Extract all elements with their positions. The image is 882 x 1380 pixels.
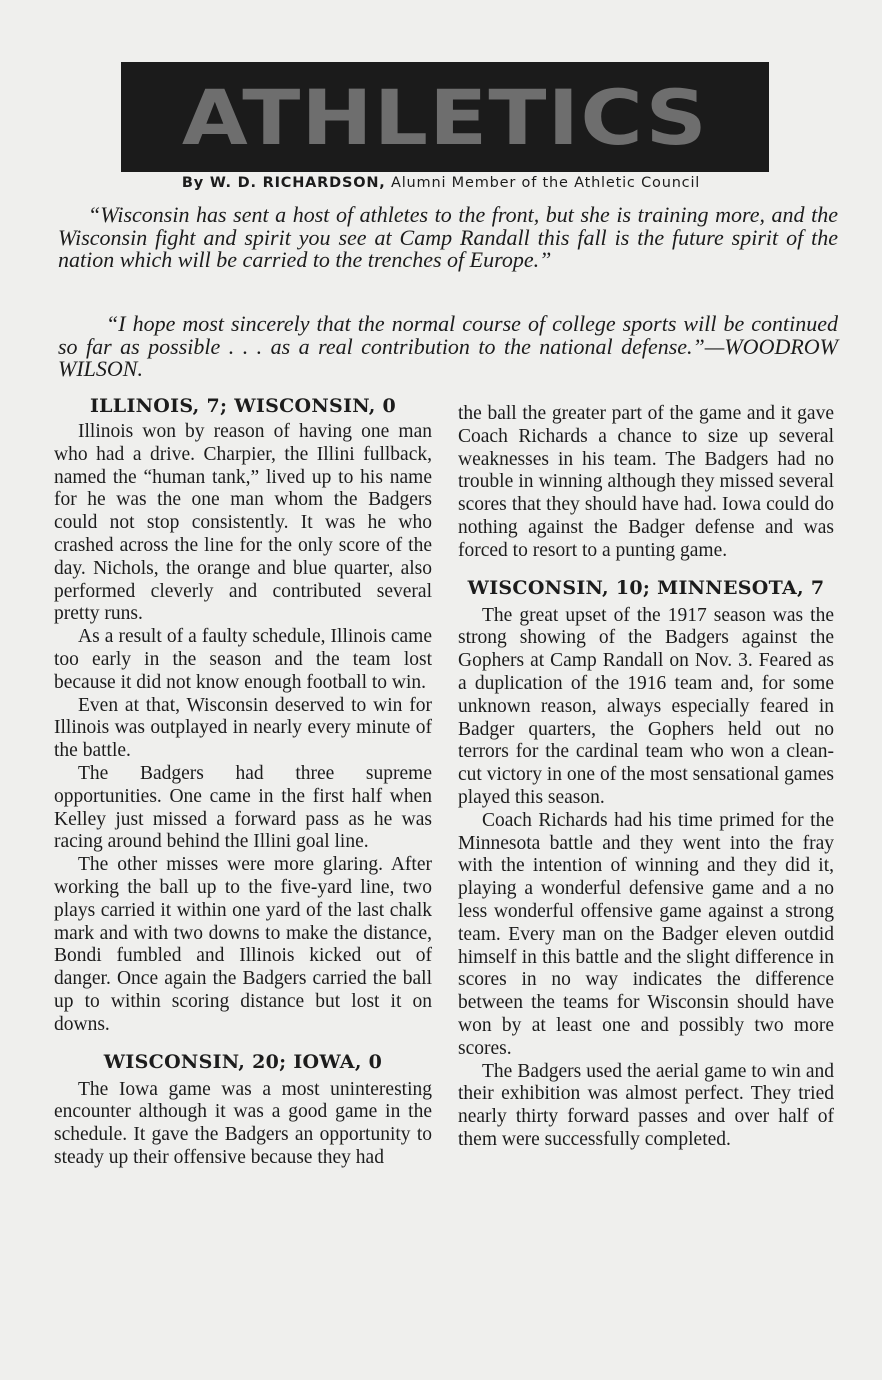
paragraph: The Iowa game was a most uninteresting encounter although it was a good game in the schedule. It gave the Badgers an opportunity to steady up their offensive because they had <box>54 1078 432 1168</box>
paragraph: Coach Richards had his time primed for the Minnesota battle and they went into the fray with the intention of winning and they did it, playing a wonderful defensive game and a no less wonderful offensive game against a strong team. Every man on the Badger eleven outdid himself in this battle and the slight difference in scores in no way indicates the difference between the teams for Wisconsin should have won by at least one and possibly two more scores. <box>458 809 834 1059</box>
quote-wisconsin: “Wisconsin has sent a host of athletes to the front, but she is training more, and the Wisconsin fight and spirit you see at Camp Randall this fall is the future spirit of the nation which will be carried to the trenches of Europe.” <box>58 202 838 272</box>
athletics-banner <box>121 62 769 172</box>
heading-illinois: ILLINOIS, 7; WISCONSIN, 0 <box>89 395 397 417</box>
paragraph: The Badgers had three supreme opportunities. One came in the first half when Kelley just missed a forward pass as he was racing around behind the Illini goal line. <box>54 762 432 853</box>
byline-role: Alumni Member of the Athletic Council <box>385 175 701 191</box>
heading-minnesota: WISCONSIN, 10; MINNESOTA, 7 <box>467 576 825 599</box>
byline <box>0 175 882 191</box>
paragraph: Illinois won by reason of having one man who had a drive. Charpier, the Illini fullback, named the “human tank,” lived up to his name for he was the one man whom the Badgers could not stop consistently. It was he who crashed across the line for the only score of the day. Nichols, the orange and blue quarter, also performed cleverly and contributed several pretty runs. <box>54 421 432 625</box>
left-column <box>54 395 432 1170</box>
paragraph: The other misses were more glaring. After working the ball up to the five-yard line, two plays carried it within one yard of the last chalk mark and with two downs to make the distance, Bondi fumbled and Illinois kicked out of danger. Once again the Badgers carried the ball up to within scoring distance but lost it on downs. <box>54 854 432 1035</box>
paragraph: The great upset of the 1917 season was the strong showing of the Badgers against the Gophers at Camp Randall on Nov. 3. Feared as a duplication of the 1916 team and, for some unknown reason, always especially feared in Badger quarters, the Gophers held out no terrors for the cardinal team who won a clean-cut victory in one of the most sensational games played this season. <box>458 604 834 808</box>
quote-wilson: “I hope most sincerely that the normal course of college sports will be continued so far as possible . . . as a real contribution to the national defense.”—WOODROW WILSON. <box>58 311 838 381</box>
paragraph-continued: the ball the greater part of the game and it gave Coach Richards a chance to size up several weaknesses in his team. The Badgers had no trouble in winning although they missed several scores that they should have had. Iowa could do nothing against the Badger defense and was forced to resort to a punting game. <box>458 403 834 561</box>
byline-author: By W. D. RICHARDSON, <box>181 175 386 191</box>
heading-iowa: WISCONSIN, 20; IOWA, 0 <box>103 1050 383 1073</box>
right-column <box>458 403 834 1152</box>
paragraph: Even at that, Wisconsin deserved to win for Illinois was outplayed in nearly every minute of the battle. <box>54 694 432 762</box>
banner-title: ATHLETICS <box>181 72 709 162</box>
paragraph: The Badgers used the aerial game to win and their exhibition was almost perfect. They tried nearly thirty forward passes and over half of them were successfully completed. <box>458 1060 834 1150</box>
paragraph: As a result of a faulty schedule, Illinois came too early in the season and the team lost because it did not know enough football to win. <box>54 626 432 693</box>
